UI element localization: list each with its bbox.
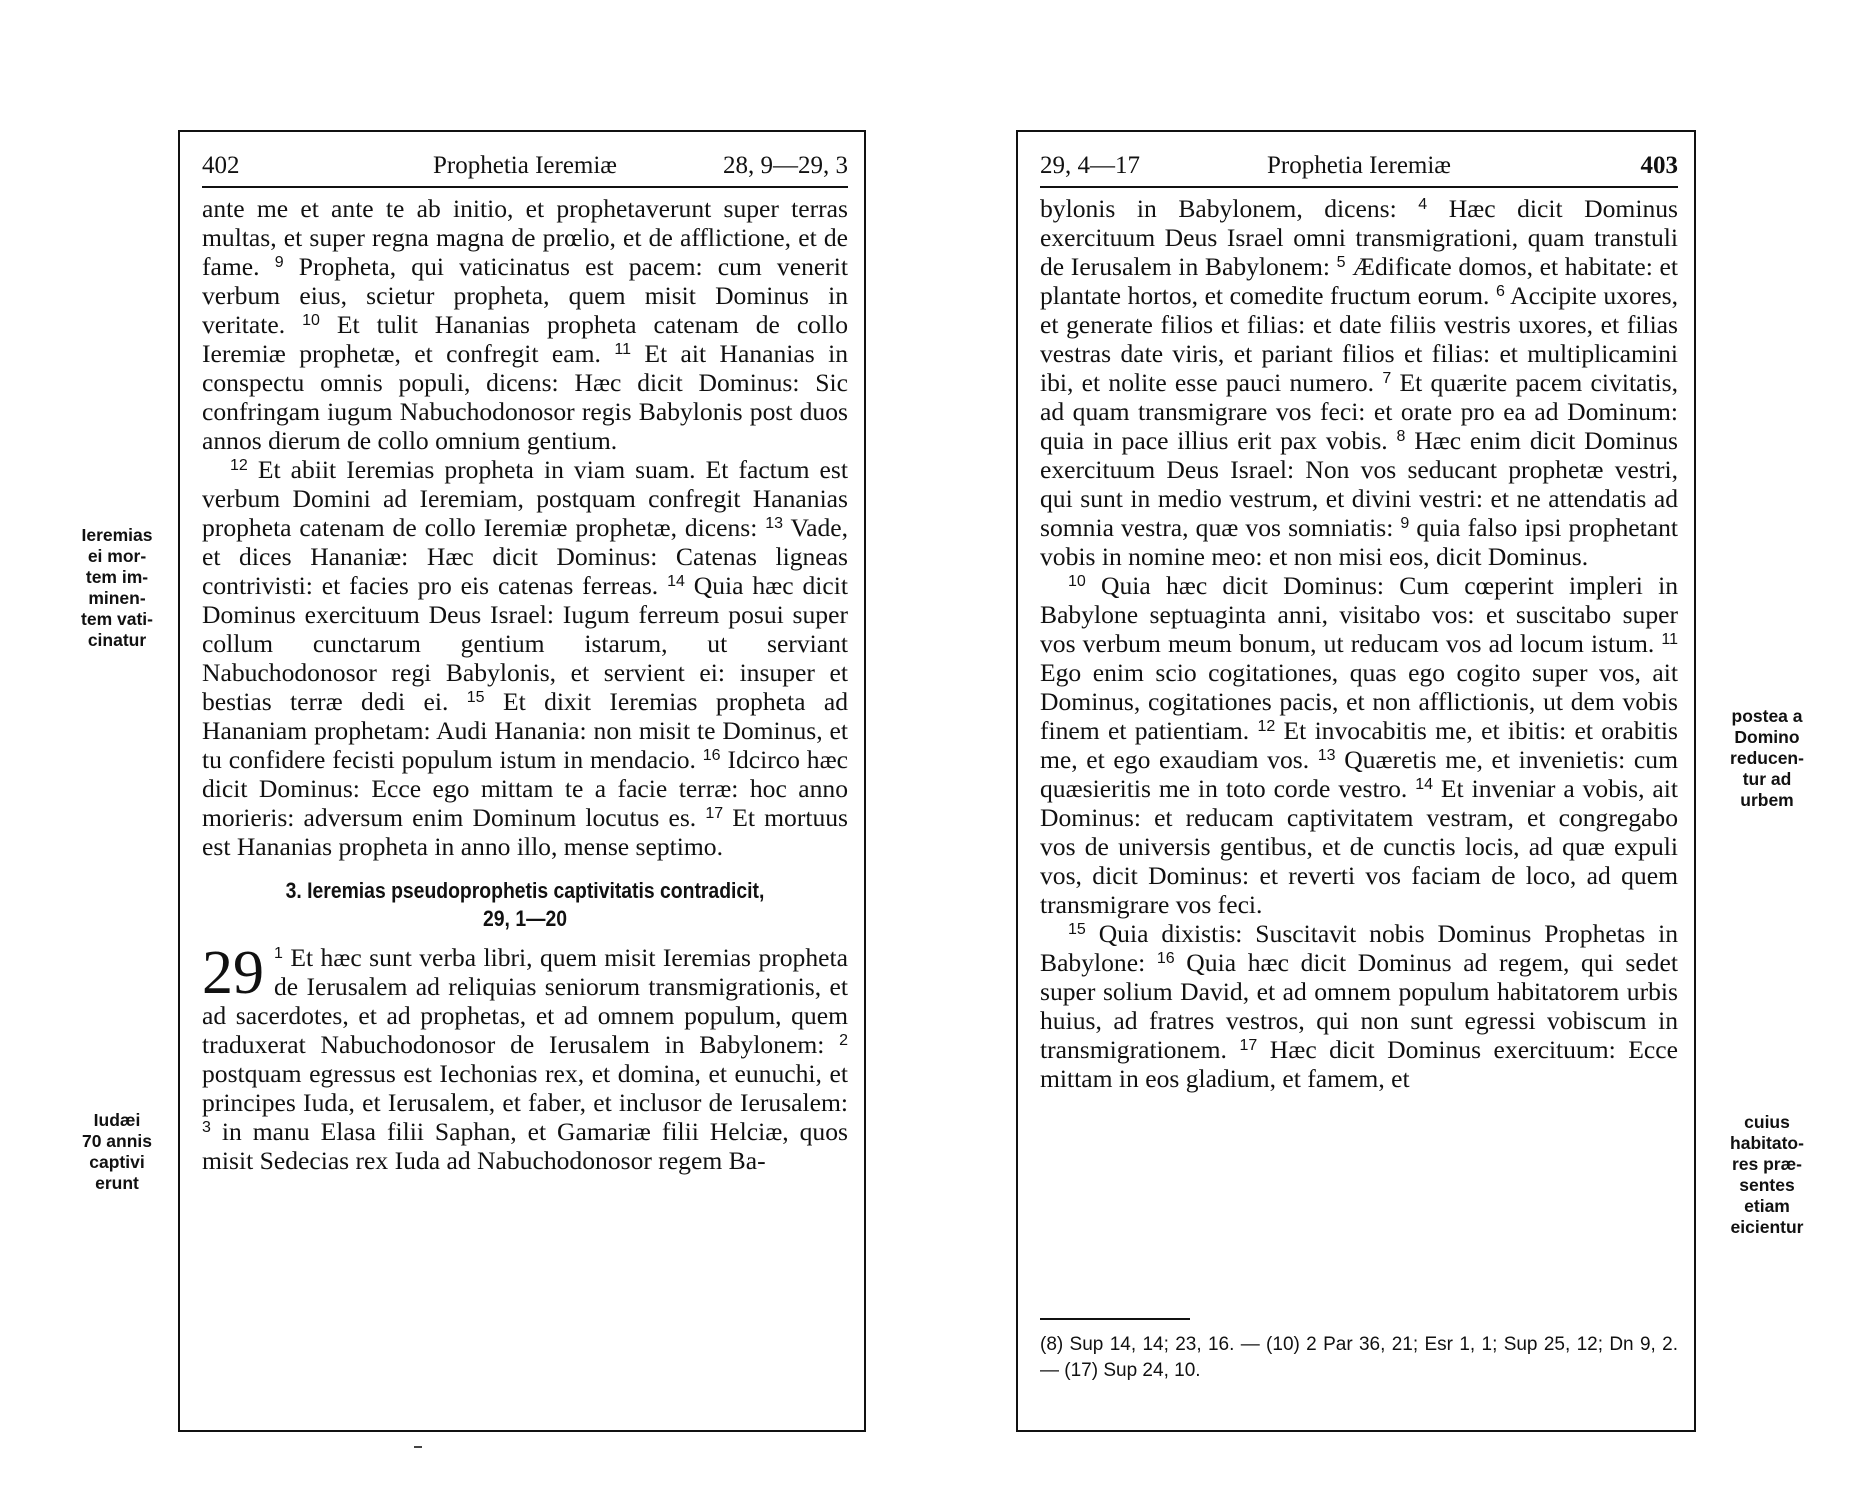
- right-paragraph-1: bylonis in Babylonem, dicens: $^4$ Hæc dicit Dominus exercituum Deus Israel omni transmigrationi, quam transtuli de Ierusalem in Babylonem: $^5$ Ædificate domos, et habitate: et plantate hortos, et comedite fructum eorum. $^6$ Accipite uxores, et generate filios et filias: et date filiis vestris uxores, et filias vestras date viris, et pariant filios et filias: et multiplicamini ibi, et nolite esse pauci numero. $^7$ Et quærite pacem civitatis, ad quam transmigrare vos feci: et orate pro ea ad Dominum: quia in pace illius erit pax vobis. $^8$ Hæc enim dicit Dominus exercituum Deus Israel: Non vos seducant prophetæ vestri, qui sunt in medio vestrum, et divini vestri: et ne attendatis ad somnia vestra, quæ vos somniatis: $^9$ quia falso ipsi prophetant vobis in nomine meo: et non misi eos, dicit Dominus.: [1040, 194, 1678, 571]
- right-paragraph-2: $^{10}$ Quia hæc dicit Dominus: Cum cœperint impleri in Babylone septuaginta anni, visitabo vos: et suscitabo super vos verbum meum bonum, ut reducam vos ad locum istum. $^{11}$ Ego enim scio cogitationes, quas ego cogito super vos, ait Dominus, cogitationes pacis, et non afflictionis, ut dem vobis finem et patientiam. $^{12}$ Et invocabitis me, et ibitis: et orabitis me, et ego exaudiam vos. $^{13}$ Quæretis me, et invenietis: cum quæsieritis me in toto corde vestro. $^{14}$ Et inveniar a vobis, ait Dominus: et reducam captivitatem vestram, et congregabo vos de universis gentibus, et de cunctis locis, ad quæ expuli vos, dicit Dominus: et reverti vos faciam de loco, ad quem transmigrare vos feci.: [1040, 571, 1678, 919]
- verse-number: 17: [1239, 1037, 1258, 1054]
- verse-number: 2: [839, 1032, 848, 1049]
- section-title-line-1: 3. Ieremias pseudoprophetis captivitatis contradicit,: [285, 878, 765, 903]
- verse-number: 13: [1317, 747, 1336, 764]
- left-verse-reference: 28, 9—29, 3: [723, 152, 848, 179]
- right-body-text: [1040, 194, 1678, 1093]
- left-paragraph-2: $^{12}$ Et abiit Ieremias propheta in viam suam. Et factum est verbum Domini ad Ieremiam, postquam confregit Hananias propheta catenam de collo Ieremiæ prophetæ, dicens: $^{13}$ Vade, et dices Hananiæ: Hæc dicit Dominus: Catenas ligneas contrivisti: et facies pro eis catenas ferreas. $^{14}$ Quia hæc dicit Dominus exercituum Deus Israel: Iugum ferreum posui super collum cunctarum gentium istarum, ut serviant Nabuchodonosor regi Babylonis, et servient ei: insuper et bestias terræ dedi ei. $^{15}$ Et dixit Ieremias propheta ad Hananiam prophetam: Audi Hanania: non misit te Dominus, et tu confidere fecisti populum istum in mendacio. $^{16}$ Idcirco hæc dicit Dominus: Ecce ego mittam te a facie terræ: hoc anno morieris: adversum enim Dominum locutus es. $^{17}$ Et mortuus est Hananias propheta in anno illo, mense septimo.: [202, 455, 849, 861]
- verse-number: 9: [274, 254, 284, 271]
- margin-note-iudaei: Iudæi 70 annis captivi erunt: [81, 1110, 153, 1193]
- left-paragraph-3-text: $^1$ Et hæc sunt verba libri, quem misit Ieremias propheta de Ierusalem ad reliquias seniorum transmigrationis, et ad sacerdotes, et ad prophetas, et ad omnem populum, quem traduxerat Nabuchodonosor de Ierusalem in Babylonem: $^2$ postquam egressus est Iechonias rex, et domina, et eunuchi, et principes Iuda, et Ierusalem, et faber, et inclusor de Ierusalem: $^3$ in manu Elasa filii Saphan, et Gamariæ filii Helciæ, quos misit Sedecias rex Iuda ad Nabuchodonosor regem Ba-: [202, 943, 848, 1175]
- verse-number: 15: [1068, 921, 1086, 938]
- margin-note-cuius: cuius habitato- res præ- sentes etiam eicientur: [1730, 1112, 1804, 1237]
- verse-number: 11: [1661, 631, 1678, 648]
- right-page: [1016, 130, 1696, 1432]
- verse-number: 10: [302, 312, 320, 329]
- verse-number: 12: [230, 457, 248, 474]
- verse-number: 14: [667, 573, 685, 590]
- footnotes: (8) Sup 14, 14; 23, 16. — (10) 2 Par 36, 21; Esr 1, 1; Sup 25, 12; Dn 9, 2. — (17) Sup 24, 10.: [1040, 1334, 1678, 1381]
- verse-number: 8: [1396, 428, 1406, 445]
- left-running-title: Prophetia Ieremiæ: [433, 152, 617, 179]
- verse-number: 14: [1415, 776, 1433, 793]
- left-page: [178, 130, 866, 1432]
- verse-number: 13: [765, 515, 784, 532]
- margin-note-ieremias: Ieremias ei mor- tem im- minen- tem vati- cinatur: [81, 525, 153, 650]
- scan-speck: [414, 1446, 422, 1448]
- section-title: [241, 877, 809, 933]
- verse-number: 1: [274, 945, 283, 962]
- footnote-divider: [1040, 1318, 1190, 1320]
- margin-note-postea: postea a Domino reducen- tur ad urbem: [1730, 706, 1804, 810]
- verse-number: 17: [705, 805, 724, 822]
- verse-number: 3: [202, 1119, 211, 1136]
- verse-number: 7: [1382, 370, 1392, 387]
- verse-number: 16: [1156, 950, 1175, 967]
- verse-number: 6: [1496, 283, 1505, 300]
- verse-number: 16: [702, 747, 721, 764]
- left-running-header: [202, 150, 848, 188]
- verse-number: 5: [1336, 254, 1346, 271]
- right-page-number: 403: [1640, 152, 1678, 179]
- verse-number: 4: [1418, 196, 1428, 213]
- verse-number: 15: [466, 689, 485, 706]
- verse-number: 11: [614, 341, 631, 358]
- verse-number: 9: [1400, 515, 1410, 532]
- right-verse-reference: 29, 4—17: [1040, 152, 1140, 179]
- right-paragraph-3: $^{15}$ Quia dixistis: Suscitavit nobis Dominus Prophetas in Babylone: $^{16}$ Quia hæc dicit Dominus ad regem, qui sedet super solium David, et ad omnem populum habitatorem urbis huius, ad fratres vestros, qui non sunt egressi vobiscum in transmigrationem. $^{17}$ Hæc dicit Dominus exercituum: Ecce mittam in eos gladium, et famem, et: [1040, 919, 1679, 1093]
- chapter-number: 29: [202, 939, 264, 1007]
- right-running-title: Prophetia Ieremiæ: [1267, 152, 1451, 179]
- right-running-header: [1040, 150, 1678, 188]
- left-paragraph-3: [202, 939, 848, 1175]
- section-title-line-2: 29, 1—20: [483, 906, 567, 931]
- left-body-text: [202, 194, 848, 1175]
- verse-number: 10: [1068, 573, 1086, 590]
- left-page-number: 402: [202, 152, 240, 179]
- left-paragraph-1: ante me et ante te ab initio, et prophetaverunt super terras multas, et super regna magna de prœlio, et de afflictione, et de fame. $^9$ Propheta, qui vaticinatus est pacem: cum venerit verbum eius, scietur propheta, quem misit Dominus in veritate. $^{10}$ Et tulit Hananias propheta catenam de collo Ieremiæ prophetæ, et confregit eam. $^{11}$ Et ait Hananias in conspectu omnis populi, dicens: Hæc dicit Dominus: Sic confringam iugum Nabuchodonosor regis Babylonis post duos annos dierum de collo omnium gentium.: [202, 194, 849, 455]
- verse-number: 12: [1257, 718, 1276, 735]
